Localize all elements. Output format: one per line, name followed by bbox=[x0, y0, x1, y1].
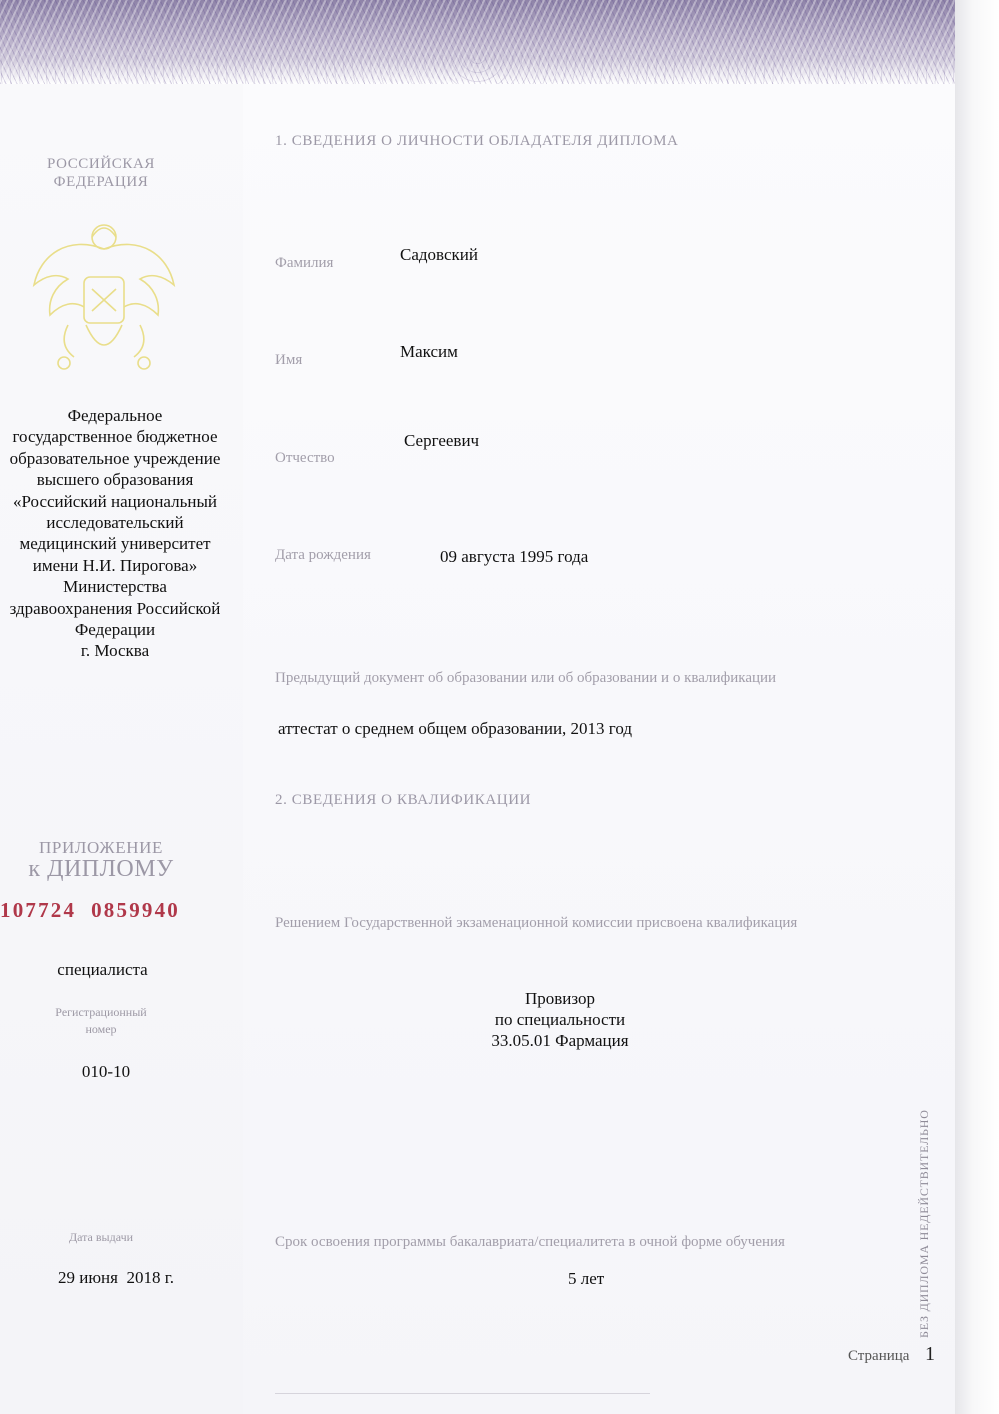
qualification-line: по специальности bbox=[494, 1010, 626, 1029]
registration-number: 010-10 bbox=[81, 1062, 131, 1081]
appendix-to-diploma: к ДИПЛОМУ bbox=[28, 856, 174, 882]
duration-label: Срок освоения программы бакалавриата/специалитета в очной форме обучения bbox=[275, 1234, 785, 1250]
institution-line: «Российский национальный bbox=[13, 491, 217, 511]
country-line: ФЕДЕРАЦИЯ bbox=[53, 174, 149, 190]
previous-document-value: аттестат о среднем общем образовании, 2013 год bbox=[278, 719, 633, 738]
surname-value: Садовский bbox=[400, 245, 478, 264]
surname-label: Фамилия bbox=[275, 255, 334, 271]
institution-line: Федерации bbox=[74, 620, 156, 640]
issue-date-label: Дата выдачи bbox=[68, 1230, 134, 1244]
qualification-line: 33.05.01 Фармация bbox=[491, 1031, 629, 1050]
institution-line: медицинский университет bbox=[19, 534, 211, 554]
page-number: 1 bbox=[925, 1343, 935, 1365]
qualification-label: Решением Государственной экзаменационной комиссии присвоена квалификация bbox=[275, 915, 798, 931]
birth-date-value: 09 августа 1995 года bbox=[440, 547, 589, 566]
registration-label-line: Регистрационный bbox=[55, 1005, 147, 1019]
institution-line: образовательное учреждение bbox=[9, 448, 221, 468]
side-note: БЕЗ ДИПЛОМА НЕДЕЙСТВИТЕЛЬНО bbox=[917, 1109, 931, 1338]
institution-line: Федеральное bbox=[67, 406, 163, 425]
country-line: РОССИЙСКАЯ bbox=[46, 156, 156, 172]
institution-line: здравоохранения Российской bbox=[9, 598, 221, 618]
appendix-title: ПРИЛОЖЕНИЕ bbox=[39, 838, 163, 857]
institution-line: исследовательский bbox=[46, 513, 184, 533]
duration-value: 5 лет bbox=[568, 1269, 605, 1288]
country-title bbox=[0, 155, 202, 191]
qualification-level: специалиста bbox=[57, 960, 148, 979]
page-edge-shadow bbox=[955, 0, 999, 1414]
institution-line: высшего образования bbox=[36, 470, 194, 490]
serial-number: 107724 0859940 bbox=[0, 898, 180, 922]
qualification-value bbox=[460, 988, 660, 1051]
institution-line: Министерства bbox=[63, 577, 167, 597]
institution-line: имени Н.И. Пирогова» bbox=[32, 555, 198, 575]
issue-date: 29 июня 2018 г. bbox=[57, 1268, 175, 1287]
birth-date-label: Дата рождения bbox=[275, 547, 371, 563]
qualification-line: Провизор bbox=[524, 989, 596, 1008]
institution-name bbox=[0, 405, 230, 662]
coat-of-arms-emblem bbox=[28, 215, 180, 375]
patronymic-label: Отчество bbox=[275, 450, 335, 466]
section2-title: 2. СВЕДЕНИЯ О КВАЛИФИКАЦИИ bbox=[275, 792, 532, 808]
registration-label-line: номер bbox=[85, 1022, 117, 1036]
patronymic-value: Сергеевич bbox=[404, 431, 480, 450]
guilloche-band-edge bbox=[0, 55, 955, 85]
previous-document-label: Предыдущий документ об образовании или об образовании и о квалификации bbox=[275, 670, 777, 686]
registration-label bbox=[0, 1004, 202, 1038]
page-label: Страница bbox=[848, 1348, 910, 1364]
right-panel bbox=[243, 84, 955, 1414]
institution-line: государственное бюджетное bbox=[12, 427, 218, 447]
name-label: Имя bbox=[275, 352, 303, 368]
section1-title: 1. СВЕДЕНИЯ О ЛИЧНОСТИ ОБЛАДАТЕЛЯ ДИПЛОМА bbox=[275, 133, 679, 149]
name-value: Максим bbox=[400, 342, 458, 361]
institution-line: г. Москва bbox=[80, 641, 150, 661]
footer-divider bbox=[275, 1393, 650, 1394]
